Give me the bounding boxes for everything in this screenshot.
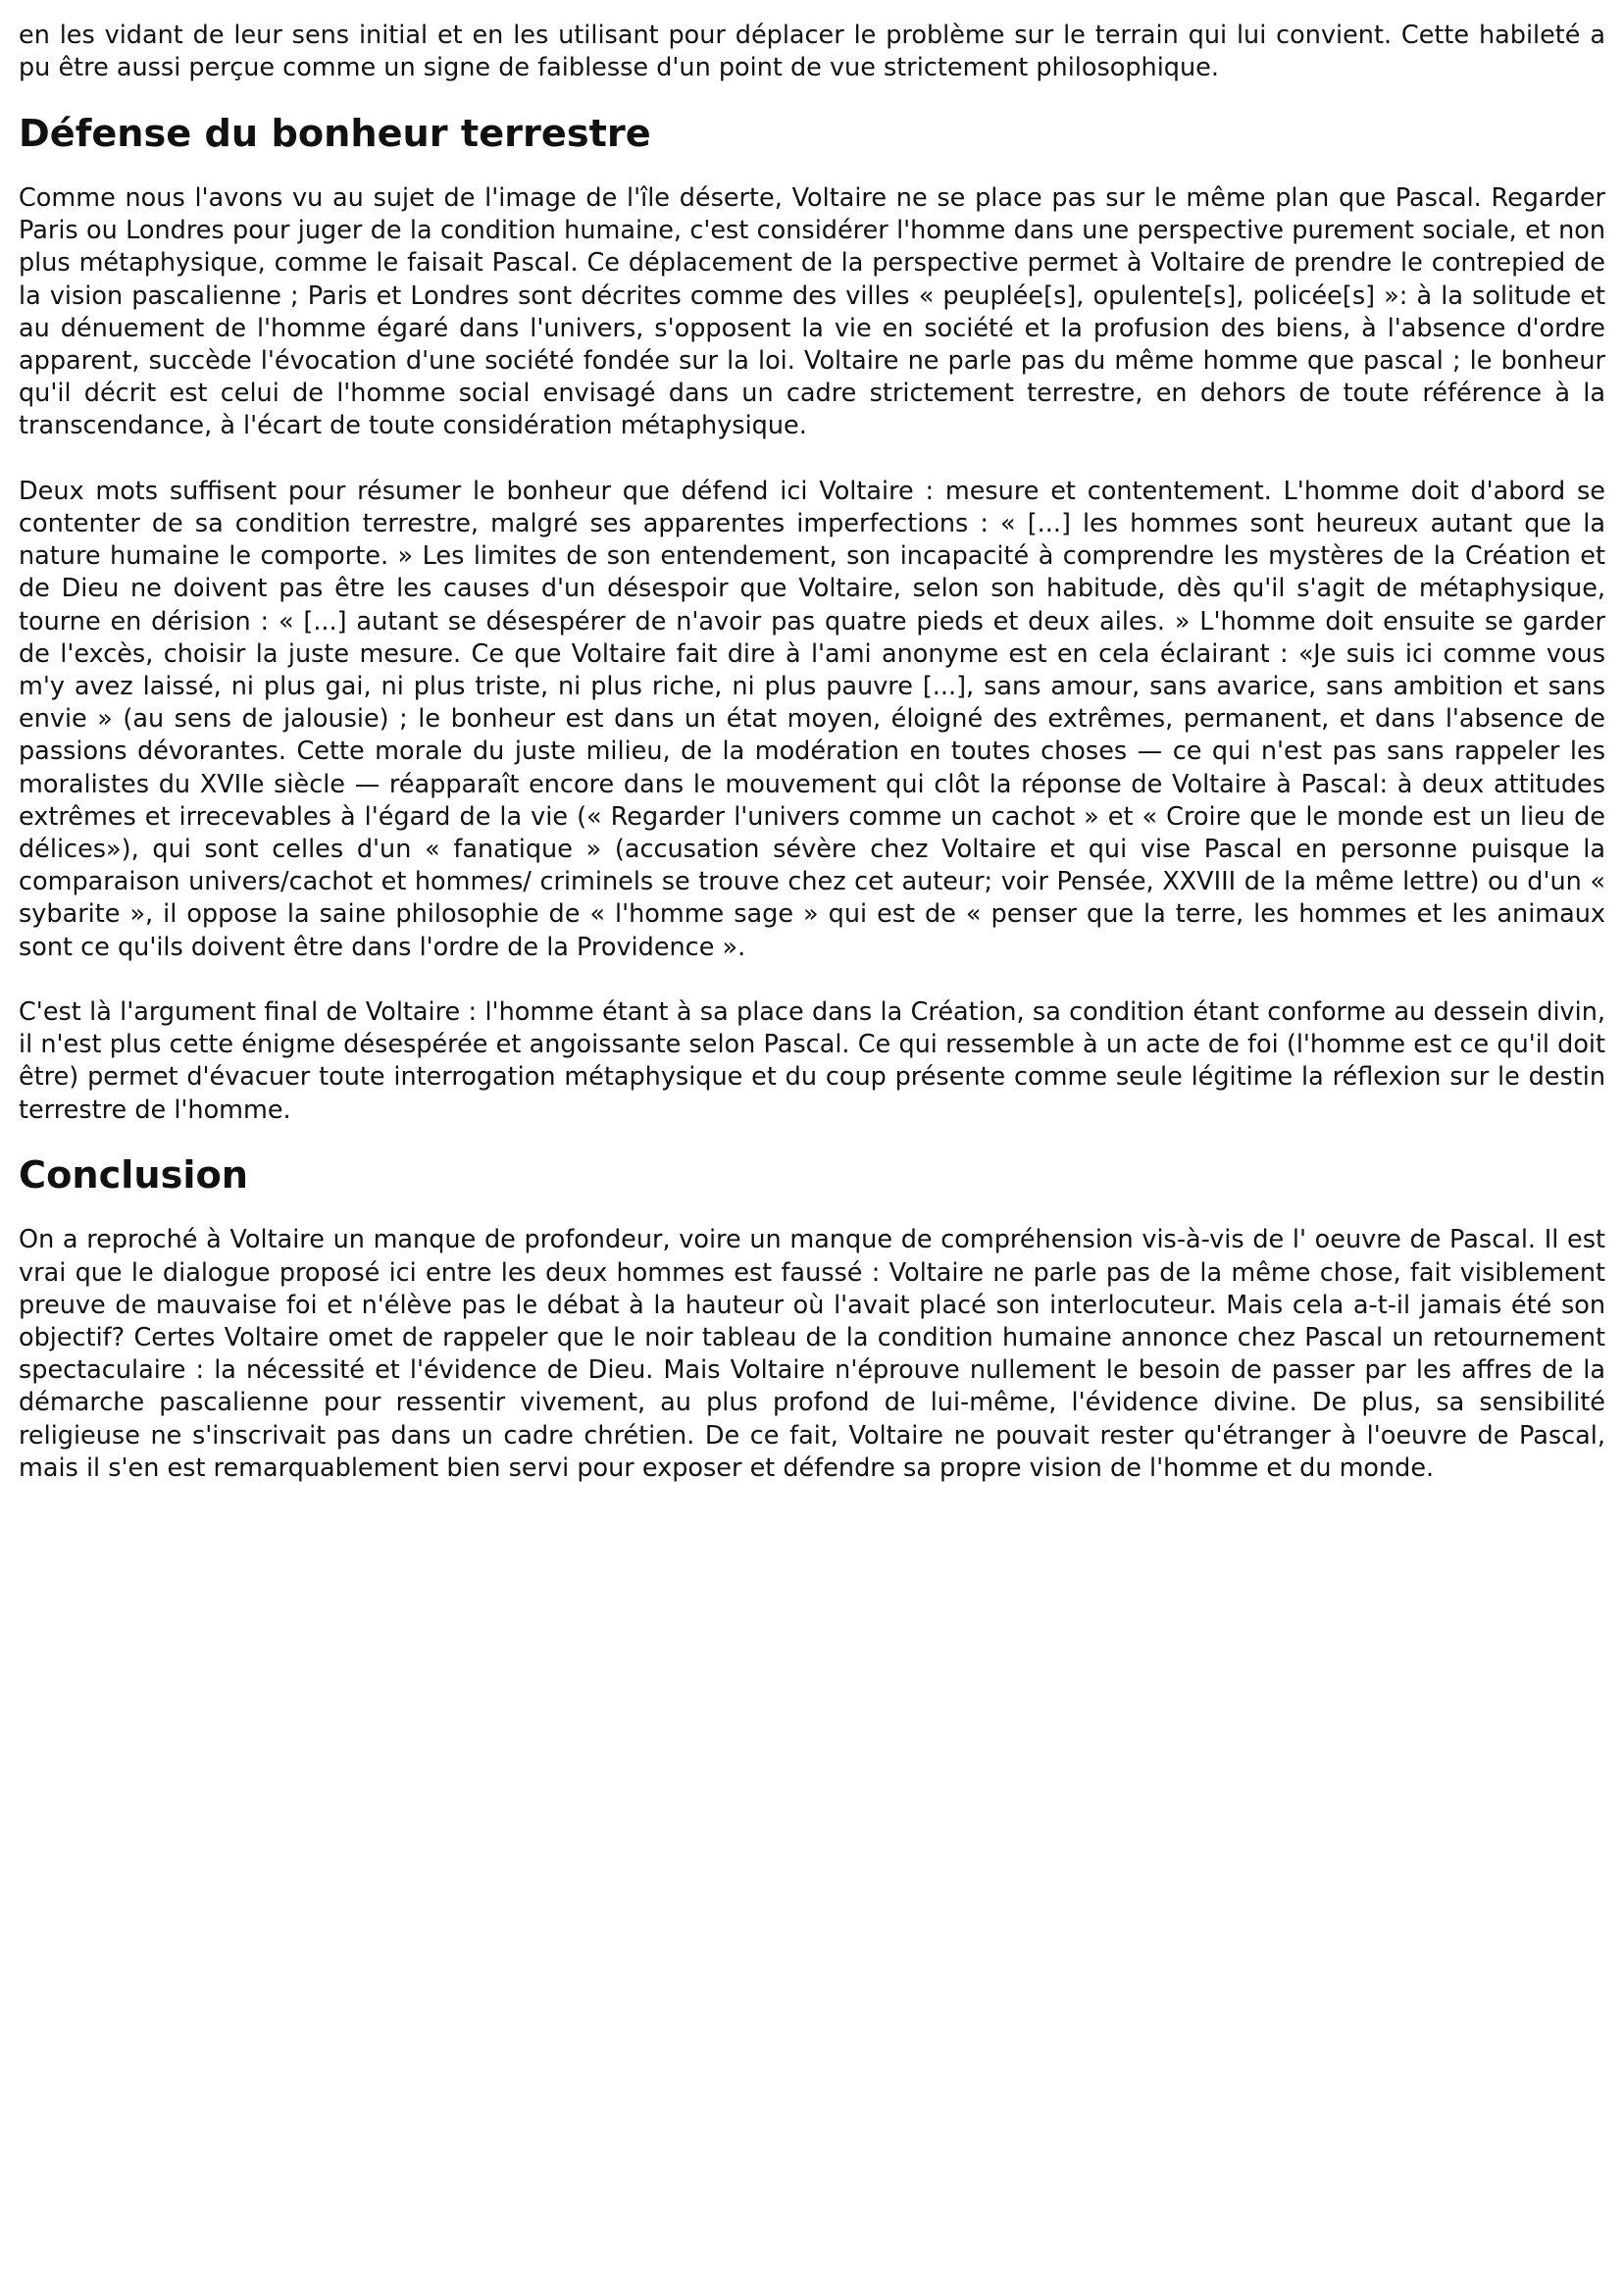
section-heading-bonheur: Défense du bonheur terrestre xyxy=(19,111,651,156)
paragraph-conclusion: On a reproché à Voltaire un manque de profondeur, voire un manque de compréhension vis-à-vis de l' oeuvre de Pascal. Il est vrai que le dialogue proposé ici entre les deux hommes est faussé : Voltaire ne parle pas de la même chose, fait visiblement preuve de mauvaise foi et n'élève pas le débat à la hauteur où l'avait placé son interlocuteur. Mais cela a-t-il jamais été son objectif? Certes Voltaire omet de rappeler que le noir tableau de la condition humaine annonce chez Pascal un retournement spectaculaire : la nécessité et l'évidence de Dieu. Mais Voltaire n'éprouve nullement le besoin de passer par les affres de la démarche pascalienne pour ressentir vivement, au plus profond de lui-même, l'évidence divine. De plus, sa sensibilité religieuse ne s'inscrivait pas dans un cadre chrétien. De ce fait, Voltaire ne pouvait rester qu'étranger à l'oeuvre de Pascal, mais il s'en est remarquablement bien servi pour exposer et défendre sa propre vision de l'homme et du monde. xyxy=(19,1225,1605,1483)
opening-paragraph: en les vidant de leur sens initial et en les utilisant pour déplacer le problème sur le terrain qui lui convient. Cette habileté a pu être aussi perçue comme un signe de faiblesse d'un point de vue strictement philosophique. xyxy=(19,21,1605,83)
paragraph-argument-final: C'est là l'argument final de Voltaire : l'homme étant à sa place dans la Création, sa condition étant conforme au dessein divin, il n'est plus cette énigme désespérée et angoissante selon Pascal. Ce qui ressemble à un acte de foi (l'homme est ce qu'il doit être) permet d'évacuer toute interrogation métaphysique et du coup présente comme seule légitime la réflexion sur le destin terrestre de l'homme. xyxy=(19,997,1605,1125)
paragraph-perspective: Comme nous l'avons vu au sujet de l'image de l'île déserte, Voltaire ne se place pas sur le même plan que Pascal. Regarder Paris ou Londres pour juger de la condition humaine, c'est considérer l'homme dans une perspective purement sociale, et non plus métaphysique, comme le faisait Pascal. Ce déplacement de la perspective permet à Voltaire de prendre le contrepied de la vision pascalienne ; Paris et Londres sont décrites comme des villes « peuplée[s], opulente[s], policée[s] »: à la solitude et au dénuement de l'homme égaré dans l'univers, s'opposent la vie en société et la profusion des biens, à l'absence d'ordre apparent, succède l'évocation d'une société fondée sur la loi. Voltaire ne parle pas du même homme que pascal ; le bonheur qu'il décrit est celui de l'homme social envisagé dans un cadre strictement terrestre, en dehors de toute référence à la transcendance, à l'écart de toute considération métaphysique. xyxy=(19,182,1605,441)
document-page xyxy=(19,20,1605,1517)
section-heading-conclusion: Conclusion xyxy=(19,1153,248,1198)
paragraph-mesure-contentement: Deux mots suffisent pour résumer le bonheur que défend ici Voltaire : mesure et contentement. L'homme doit d'abord se contenter de sa condition terrestre, malgré ses apparentes imperfections : « [...] les hommes sont heureux autant que la nature humaine le comporte. » Les limites de son entendement, son incapacité à comprendre les mystères de la Création et de Dieu ne doivent pas être les causes d'un désespoir que Voltaire, selon son habitude, dès qu'il s'agit de métaphysique, tourne en dérision : « [...] autant se désespérer de n'avoir pas quatre pieds et deux ailes. » L'homme doit ensuite se garder de l'excès, choisir la juste mesure. Ce que Voltaire fait dire à l'ami anonyme est en cela éclairant : «Je suis ici comme vous m'y avez laissé, ni plus gai, ni plus triste, ni plus riche, ni plus pauvre [...], sans amour, sans avarice, sans ambition et sans envie » (au sens de jalousie) ; le bonheur est dans un état moyen, éloigné des extrêmes, permanent, et dans l'absence de passions dévorantes. Cette morale du juste milieu, de la modération en toutes choses — ce qui n'est pas sans rappeler les moralistes du XVIIe siècle — réapparaît encore dans le mouvement qui clôt la réponse de Voltaire à Pascal: à deux attitudes extrêmes et irrecevables à l'égard de la vie (« Regarder l'univers comme un cachot » et « Croire que le monde est un lieu de délices»), qui sont celles d'un « fanatique » (accusation sévère chez Voltaire et qui vise Pascal en personne puisque la comparaison univers/cachot et hommes/ criminels se trouve chez cet auteur; voir Pensée, XXVIII de la même lettre) ou d'un « sybarite », il oppose la saine philosophie de « l'homme sage » qui est de « penser que la terre, les hommes et les animaux sont ce qu'ils doivent être dans l'ordre de la Providence ». xyxy=(19,476,1605,962)
